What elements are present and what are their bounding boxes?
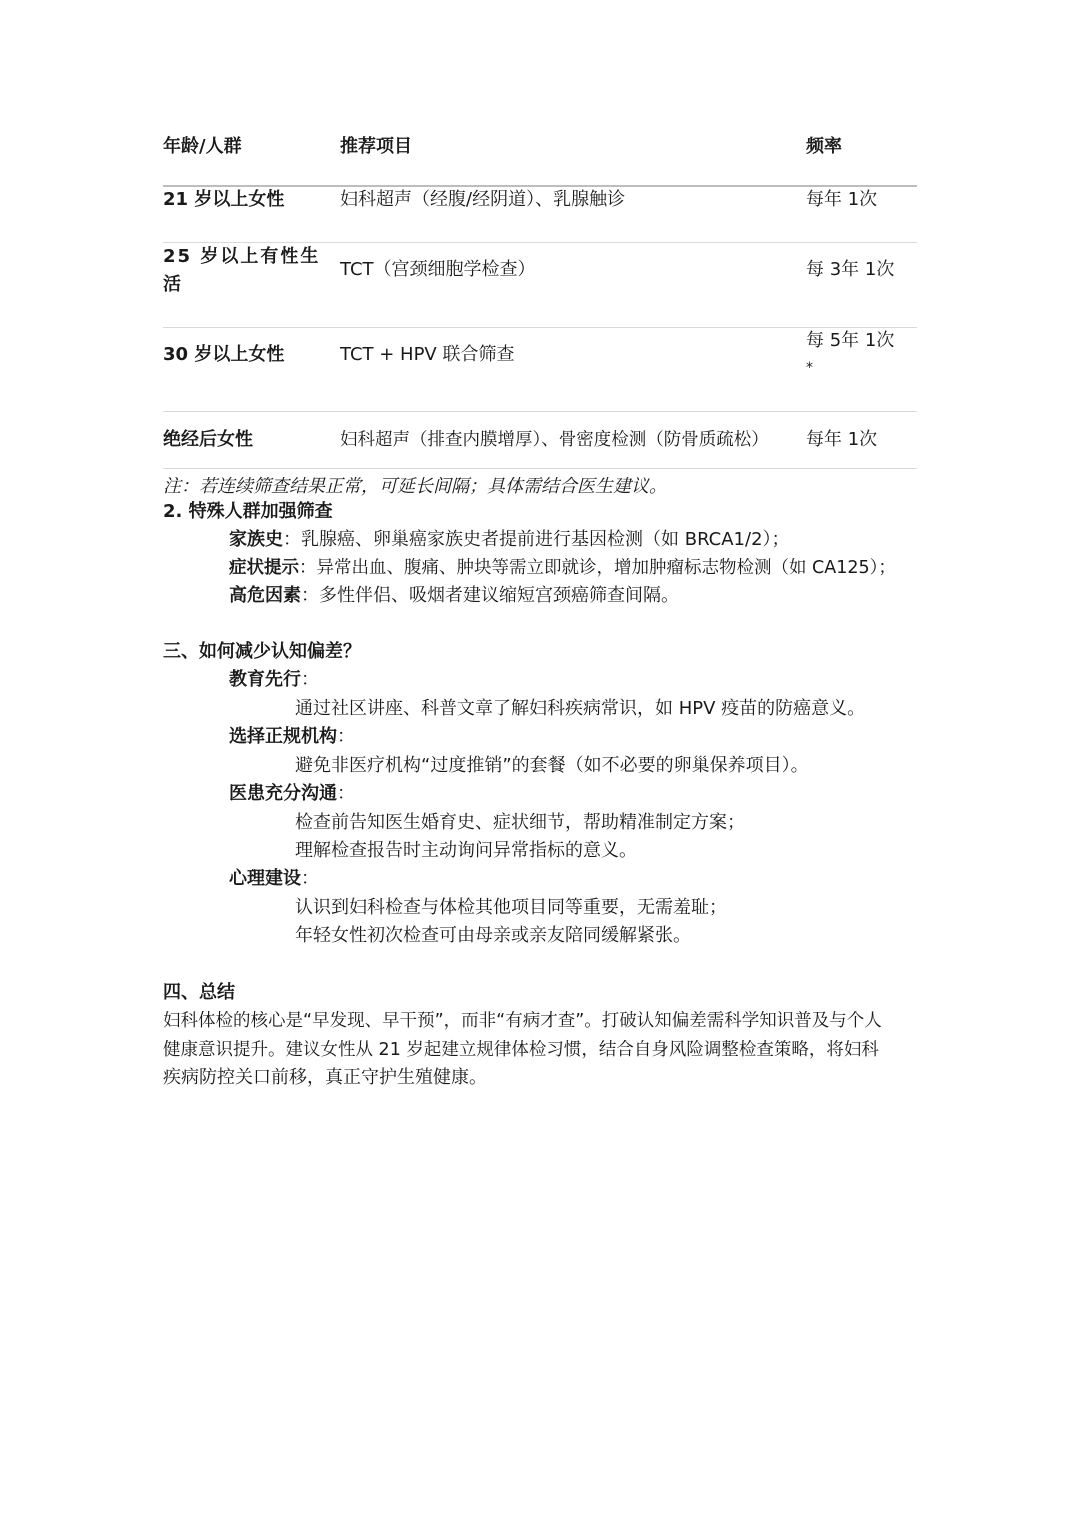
row-group: 21 岁以上女性 [163, 189, 285, 210]
section-heading: 三、如何减少认知偏差？ [163, 641, 361, 662]
block-label: 选择正规机构： [229, 726, 355, 747]
row-frequency-line1: 每 5年 1次 [806, 330, 895, 351]
row-group: 绝经后女性 [163, 429, 253, 450]
row-frequency-footnote: * [806, 360, 813, 376]
row-divider [163, 327, 917, 328]
summary-line: 妇科体检的核心是“早发现、早干预”，而非“有病才查”。打破认知偏差需科学知识普及与个人 [163, 1011, 882, 1031]
block-line: 避免非医疗机构“过度推销”的套餐（如不必要的卵巢保养项目）。 [295, 755, 809, 776]
block-label: 教育先行： [229, 669, 319, 690]
row-item: 妇科超声（排查内膜增厚）、骨密度检测（防骨质疏松） [340, 430, 769, 450]
row-item: TCT + HPV 联合筛查 [340, 344, 515, 365]
row-group: 30 岁以上女性 [163, 344, 285, 365]
item-text: 多性伴侣、吸烟者建议缩短宫颈癌筛查间隔。 [319, 585, 679, 606]
item-label: 症状提示 [229, 558, 299, 578]
block-line: 通过社区讲座、科普文章了解妇科疾病常识，如 HPV 疫苗的防癌意义。 [295, 698, 866, 719]
block-line: 检查前告知医生婚育史、症状细节，帮助精准制定方案； [295, 812, 745, 833]
row-frequency: 每 3年 1次 [806, 259, 895, 280]
block-label: 医患充分沟通： [229, 783, 355, 804]
row-frequency: 每年 1次 [806, 189, 878, 210]
item-separator: ： [299, 558, 317, 578]
section-heading: 2. 特殊人群加强筛查 [163, 501, 333, 522]
list-item [229, 582, 679, 610]
block-line: 年轻女性初次检查可由母亲或亲友陪同缓解紧张。 [295, 925, 691, 946]
block-line: 理解检查报告时主动询问异常指标的意义。 [295, 840, 637, 861]
list-item [229, 554, 896, 582]
summary-line: 疾病防控关口前移，真正守护生殖健康。 [163, 1067, 487, 1088]
row-group-line1: 25 岁以上有性生 [163, 246, 321, 267]
section-heading: 四、总结 [163, 982, 235, 1003]
row-frequency: 每年 1次 [806, 429, 878, 450]
row-divider [163, 411, 917, 412]
summary-line: 健康意识提升。建议女性从 21 岁起建立规律体检习惯，结合自身风险调整检查策略，将妇科 [163, 1040, 879, 1060]
item-separator: ： [283, 529, 301, 550]
row-group-line2: 活 [163, 274, 181, 295]
block-label: 心理建设： [229, 868, 319, 889]
block-line: 认识到妇科检查与体检其他项目同等重要，无需羞耻； [295, 897, 727, 918]
table-note: 注：若连续筛查结果正常，可延长间隔；具体需结合医生建议。 [163, 476, 667, 497]
row-divider [163, 468, 917, 469]
item-label: 高危因素 [229, 585, 301, 606]
item-text: 乳腺癌、卵巢癌家族史者提前进行基因检测（如 BRCA1/2）； [301, 529, 790, 550]
row-item: TCT（宫颈细胞学检查） [340, 259, 536, 280]
row-item: 妇科超声（经腹/经阴道）、乳腺触诊 [340, 189, 626, 210]
table-header-item: 推荐项目 [340, 136, 412, 157]
item-text: 异常出血、腹痛、肿块等需立即就诊，增加肿瘤标志物检测（如 CA125）； [316, 558, 896, 578]
item-separator: ： [301, 585, 319, 606]
item-label: 家族史 [229, 529, 283, 550]
table-header-group: 年龄/人群 [163, 136, 242, 157]
list-item [229, 526, 790, 554]
table-header-frequency: 频率 [806, 136, 842, 157]
